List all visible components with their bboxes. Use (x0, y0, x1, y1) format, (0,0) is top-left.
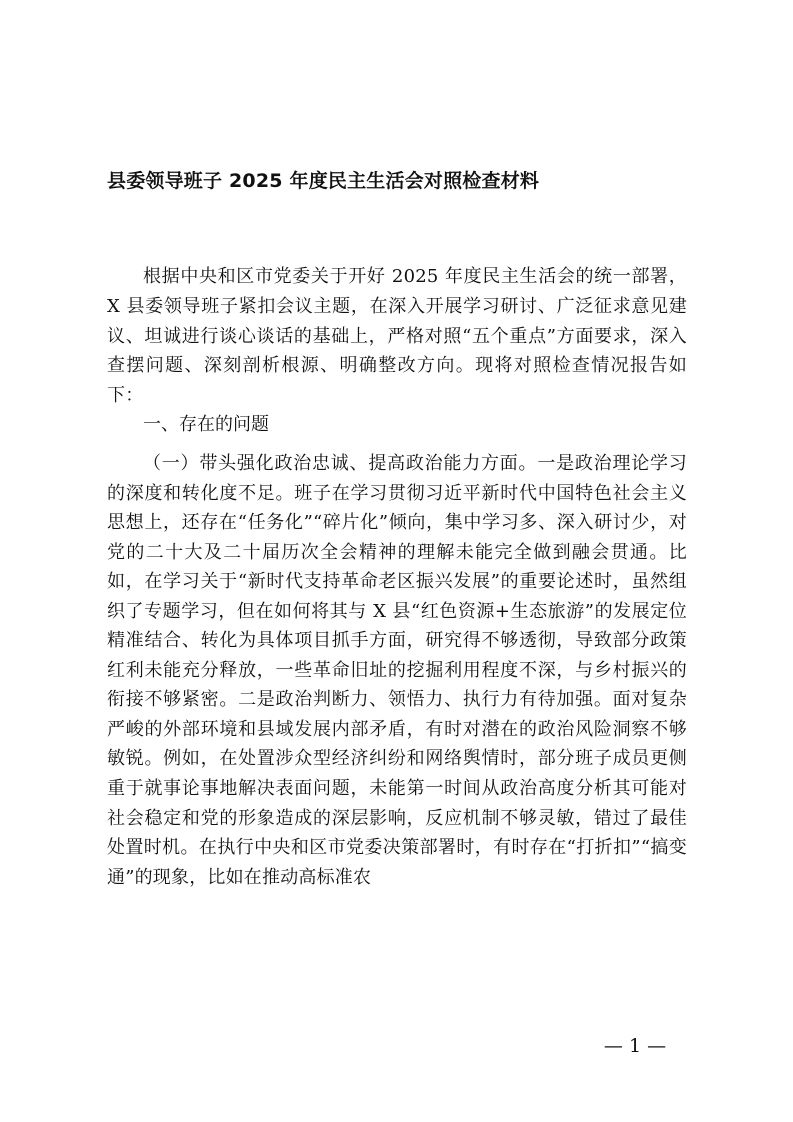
section-heading-problems: 一、存在的问题 (143, 414, 269, 435)
subsection-heading: （一）带头强化政治忠诚、提高政治能力方面。 (143, 453, 538, 474)
intro-paragraph: 根据中央和区市党委关于开好 2025 年度民主生活会的统一部署，X 县委领导班子紧扣会议主题，在深入开展学习研讨、广泛征求意见建议、坦诚进行谈心谈话的基础上，严格对照“五个重点”方面要求，深入查摆问题、深刻剖析根源、明确整改方向。现将对照检查情况报告如下： (107, 266, 687, 407)
page-number: — 1 — (603, 1035, 667, 1057)
subsection-paragraph (107, 449, 687, 892)
subsection-body: 一是政治理论学习的深度和转化度不足。班子在学习贯彻习近平新时代中国特色社会主义思想上，还存在“任务化”“碎片化”倾向，集中学习多、深入研讨少，对党的二十大及二十届历次全会精神的理解未能完全做到融会贯通。比如，在学习关于“新时代支持革命老区振兴发展”的重要论述时，虽然组织了专题学习，但在如何将其与 X 县“红色资源+生态旅游”的发展定位精准结合、转化为具体项目抓手方面，研究得不够透彻，导致部分政策红利未能充分释放，一些革命旧址的挖掘利用程度不深，与乡村振兴的衔接不够紧密。二是政治判断力、领悟力、执行力有待加强。面对复杂严峻的外部环境和县域发展内部矛盾，有时对潜在的政治风险洞察不够敏锐。例如，在处置涉众型经济纠纷和网络舆情时，部分班子成员更侧重于就事论事地解决表面问题，未能第一时间从政治高度分析其可能对社会稳定和党的形象造成的深层影响，反应机制不够灵敏，错过了最佳处置时机。在执行中央和区市党委决策部署时，有时存在“打折扣”“搞变通”的现象，比如在推动高标准农 (107, 453, 687, 888)
document-title: 县委领导班子 2025 年度民主生活会对照检查材料 (107, 170, 540, 192)
